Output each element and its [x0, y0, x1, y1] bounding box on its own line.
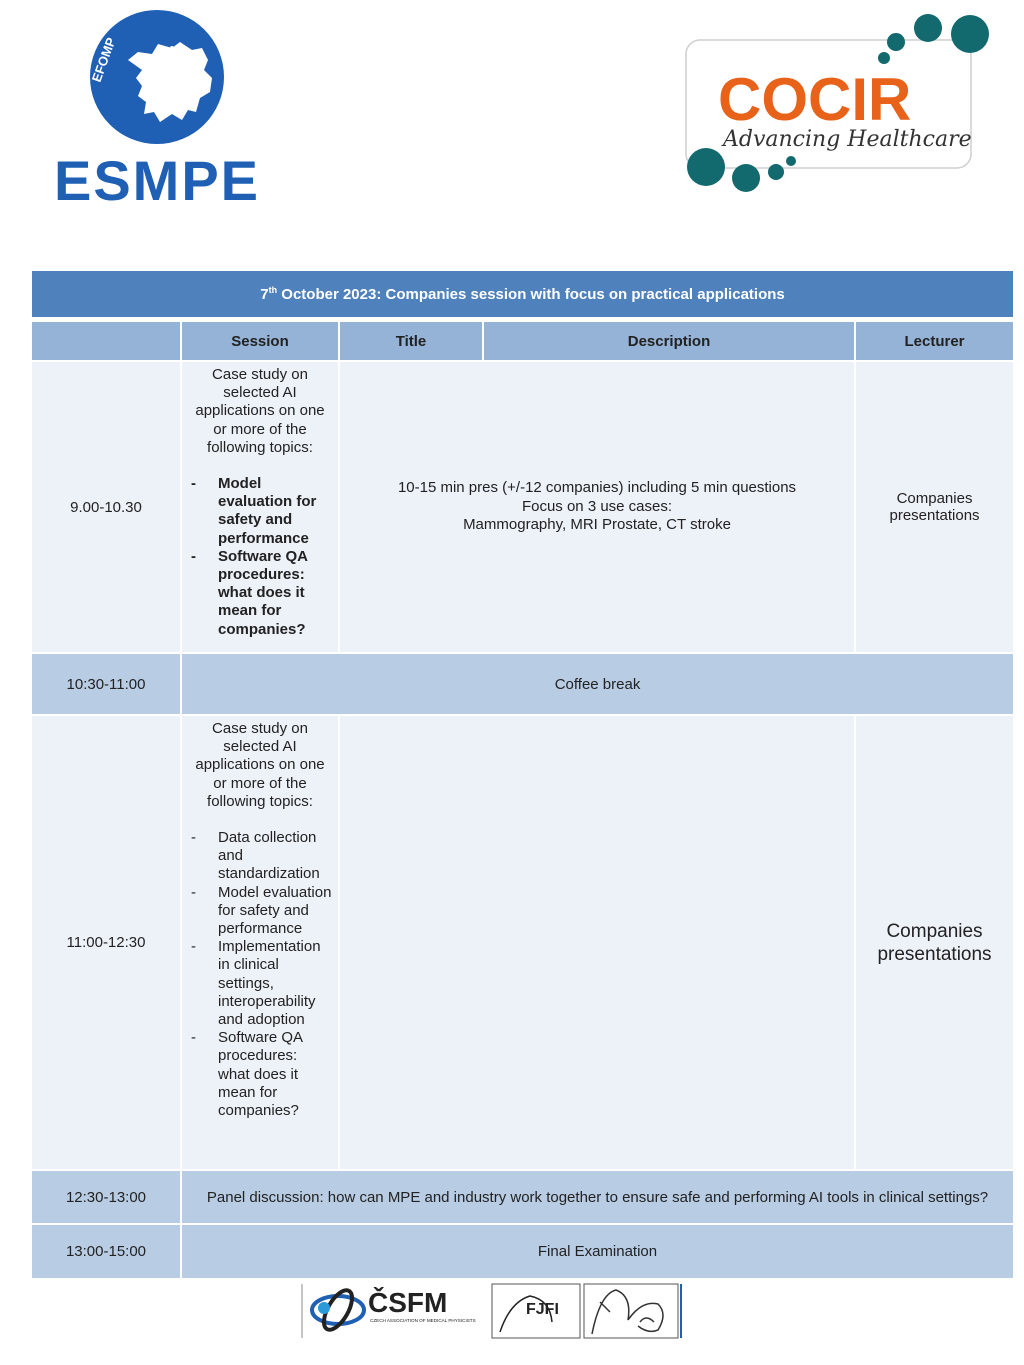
- header-row: [32, 322, 1013, 360]
- row-time: 11:00-12:30: [32, 714, 182, 1169]
- footer-logos: [300, 1282, 683, 1340]
- session-cell: [182, 714, 340, 1169]
- topic-list: [188, 829, 332, 1120]
- row-time: 9.00-10.30: [32, 360, 182, 652]
- col-header-lecturer: Lecturer: [856, 322, 1013, 360]
- description-line: Focus on 3 use cases:: [521, 497, 673, 515]
- description-cell: [340, 714, 856, 1169]
- topic-item: - Implementation in clinical settings, interoperability and adoption: [188, 938, 332, 1029]
- topic-item: - Model evaluation for safety and performance: [188, 884, 332, 939]
- col-header-session: Session: [182, 322, 340, 360]
- session-intro: Case study on selected AI applications on one or more of the following topics:: [195, 366, 325, 456]
- row-time: 13:00-15:00: [32, 1223, 182, 1278]
- description-line: 10-15 min pres (+/-12 companies) including 5 min questions: [397, 479, 797, 497]
- session-cell: [182, 360, 340, 652]
- csfm-wordmark: ČSFM: [368, 1287, 448, 1318]
- lecturer-cell: Companies presentations: [856, 360, 1013, 652]
- col-header-description: Description: [484, 322, 856, 360]
- cocir-logo: [678, 4, 1003, 202]
- esmpe-wordmark: ESMPE: [53, 149, 261, 208]
- efomp-ring-text: EFOMP: [88, 35, 119, 85]
- table-row: [32, 714, 1013, 1169]
- panel-cell: Panel discussion: how can MPE and industry work together to ensure safe and performing AI tools in clinical settings?: [182, 1169, 1013, 1223]
- topic-item: - Model evaluation for safety and performance: [188, 475, 332, 548]
- schedule-table: [32, 271, 1013, 1278]
- break-cell: Coffee break: [182, 652, 1013, 714]
- csfm-logo: [312, 1286, 476, 1334]
- topic-list: [188, 475, 332, 639]
- cocir-wordmark: COCIR: [718, 66, 912, 133]
- topic-item: - Software QA procedures: what does it mean for companies?: [188, 1029, 332, 1120]
- col-header-time: [32, 322, 182, 360]
- col-header-title: Title: [340, 322, 484, 360]
- lecturer-cell: Companies presentations: [856, 714, 1013, 1169]
- table-row: [32, 1223, 1013, 1278]
- esmpe-logo: [20, 8, 295, 208]
- banner-day-suffix: th: [268, 285, 278, 295]
- topic-item: - Software QA procedures: what does it mean for companies?: [188, 548, 332, 639]
- banner-title-text: October 2023: Companies session with focus on practical applications: [277, 286, 785, 303]
- row-time: 10:30-11:00: [32, 652, 182, 714]
- csfm-subtitle: CZECH ASSOCIATION OF MEDICAL PHYSICISTS: [370, 1318, 476, 1323]
- description-cell: [340, 360, 856, 652]
- exam-cell: Final Examination: [182, 1223, 1013, 1278]
- banner-day: 7: [260, 286, 269, 303]
- session-intro: Case study on selected AI applications on one or more of the following topics:: [195, 720, 325, 810]
- description-line: Mammography, MRI Prostate, CT stroke: [463, 516, 731, 534]
- topic-item: - Data collection and standardization: [188, 829, 332, 884]
- banner-row: [32, 271, 1013, 322]
- fjfi-wordmark: FJFI: [526, 1301, 559, 1318]
- cocir-tagline: Advancing Healthcare: [723, 127, 972, 152]
- row-time: 12:30-13:00: [32, 1169, 182, 1223]
- banner-title: [32, 271, 1013, 322]
- table-row: [32, 1169, 1013, 1223]
- table-row: [32, 652, 1013, 714]
- table-row: [32, 360, 1013, 652]
